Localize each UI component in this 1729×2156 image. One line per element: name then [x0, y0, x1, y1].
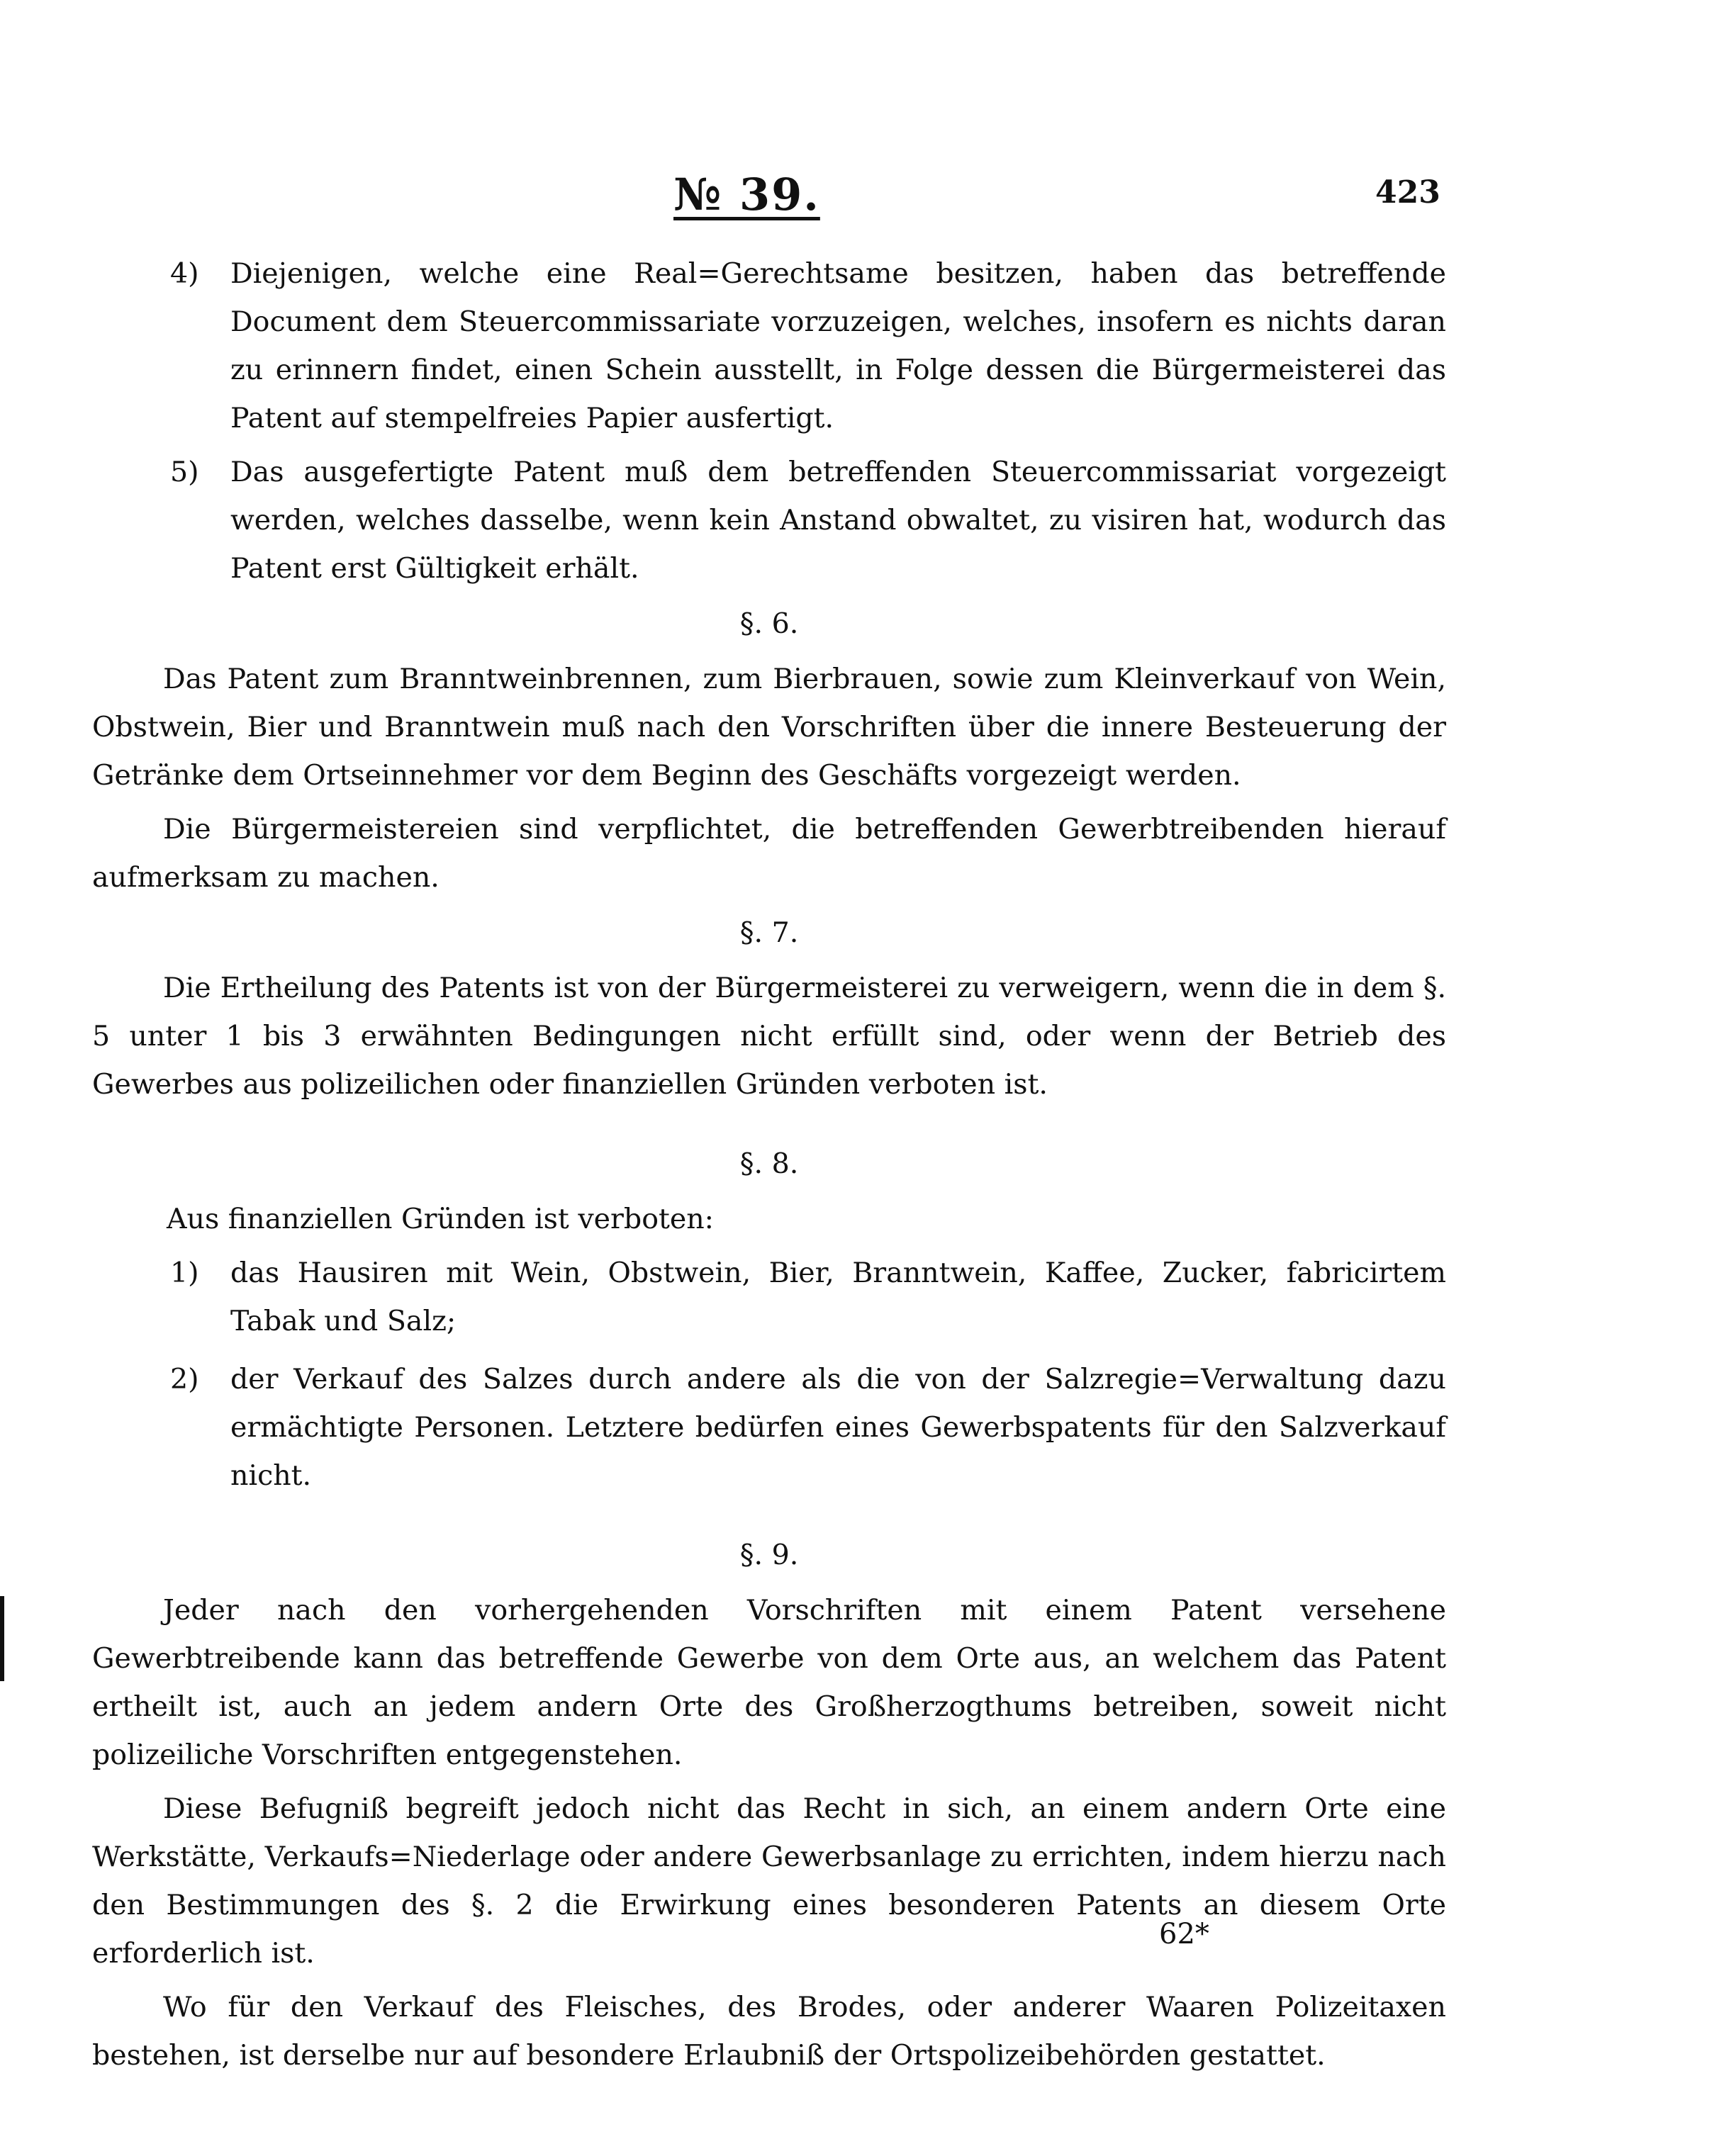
section-heading-9: §. 9.	[739, 1539, 799, 1571]
margin-mark	[0, 1596, 4, 1681]
paragraph: Die Ertheilung des Patents ist von der Bürgermeisterei zu verweigern, wenn die in dem §. 5 unter 1 bis 3 erwähnten Bedingungen nicht erfüllt sind, oder wenn der Betrieb des Gewerbes aus polizeilichen oder finanziellen Gründen verboten ist.	[92, 972, 1446, 1101]
list-item-text: Diejenigen, welche eine Real=Gerechtsame besitzen, haben das betreffende Document dem Steuercommissariate vorzuzeigen, welches, insofern es nichts daran zu erinnern findet, einen Schein ausstellt, in Folge dessen die Bürgermeisterei das Patent auf stempelfreies Papier ausfertigt.	[230, 257, 1446, 434]
list-item-text: der Verkauf des Salzes durch andere als die von der Salzregie=Verwaltung dazu ermächtigte Personen. Letztere bedürfen eines Gewerbspatents für den Salzverkauf nicht.	[230, 1363, 1446, 1492]
issue-number: № 39.	[673, 169, 820, 220]
paragraph: Wo für den Verkauf des Fleisches, des Brodes, oder anderer Waaren Polizeitaxen bestehen, ist derselbe nur auf besondere Erlaubniß der Ortspolizeibehörden gestattet.	[92, 1991, 1446, 2072]
list-item-5	[92, 448, 1446, 593]
list-item-4	[92, 249, 1446, 442]
list-item-1	[92, 1249, 1446, 1345]
list-item-text: Das ausgefertigte Patent muß dem betreffenden Steuercommissariat vorgezeigt werden, welches dasselbe, wenn kein Anstand obwaltet, zu visiren hat, wodurch das Patent erst Gültigkeit erhält.	[230, 456, 1446, 585]
section-heading-6: §. 6.	[739, 607, 799, 640]
list-item-number: 4)	[170, 257, 199, 290]
page-number: 423	[1375, 174, 1440, 210]
paragraph: Aus finanziellen Gründen ist verboten:	[167, 1203, 714, 1235]
paragraph: Diese Befugniß begreift jedoch nicht das Recht in sich, an einem andern Orte eine Werkstätte, Verkaufs=Niederlage oder andere Gewerbsanlage zu errichten, indem hierzu nach den Bestimmungen des §. 2 die Erwirkung eines besonderen Patents an diesem Orte erforderlich ist.	[92, 1792, 1446, 1970]
document-body	[92, 249, 1446, 2085]
list-item-number: 1)	[170, 1257, 199, 1289]
list-item-text: das Hausiren mit Wein, Obstwein, Bier, Branntwein, Kaffee, Zucker, fabricirtem Tabak und Salz;	[230, 1257, 1446, 1337]
list-item-number: 2)	[170, 1363, 199, 1396]
section-heading-8: §. 8.	[739, 1147, 799, 1180]
sheet-signature: 62*	[1159, 1918, 1209, 1950]
list-item-number: 5)	[170, 456, 199, 488]
spacer	[92, 1505, 1446, 1524]
paragraph: Jeder nach den vorhergehenden Vorschriften mit einem Patent versehene Gewerbtreibende kann das betreffende Gewerbe von dem Orte aus, an welchem das Patent ertheilt ist, auch an jedem andern Orte des Großherzogthums betreiben, soweit nicht polizeiliche Vorschriften entgegenstehen.	[92, 1594, 1446, 1771]
paragraph: Das Patent zum Branntweinbrennen, zum Bierbrauen, sowie zum Kleinverkauf von Wein, Obstwein, Bier und Branntwein muß nach den Vorschriften über die innere Besteuerung der Getränke dem Ortseinnehmer vor dem Beginn des Geschäfts vorgezeigt werden.	[92, 663, 1446, 792]
section-heading-7: §. 7.	[739, 916, 799, 949]
spacer	[92, 1114, 1446, 1133]
page-header	[0, 169, 1729, 225]
list-item-2	[92, 1355, 1446, 1500]
paragraph: Die Bürgermeistereien sind verpflichtet, die betreffenden Gewerbtreibenden hierauf aufmerksam zu machen.	[92, 813, 1446, 894]
